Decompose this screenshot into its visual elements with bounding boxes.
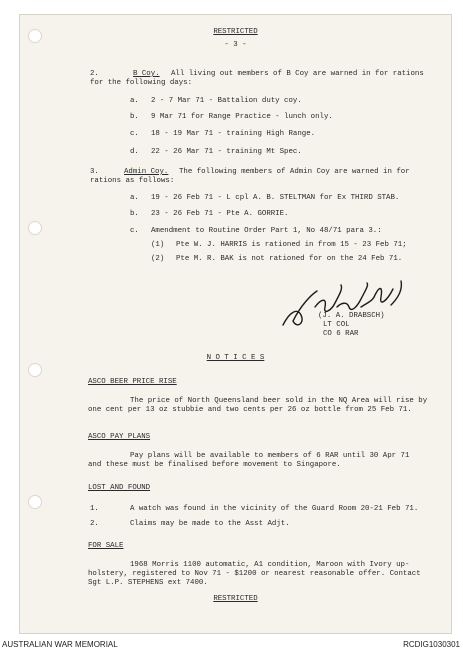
signatory-unit: CO 6 RAR bbox=[323, 330, 359, 338]
item-number: 1. bbox=[90, 505, 99, 513]
punch-hole bbox=[28, 363, 42, 377]
archive-institution: AUSTRALIAN WAR MEMORIAL bbox=[2, 640, 118, 649]
item-text: 18 - 19 Mar 71 - training High Range. bbox=[151, 130, 316, 138]
para-text: for the following days: bbox=[90, 79, 193, 87]
notice-text: Pay plans will be available to members of 6 RAR until 30 Apr 71 bbox=[130, 452, 410, 460]
item-letter: c. bbox=[130, 227, 139, 235]
notice-text: holstery, registered to Nov 71 - $1200 or nearest reasonable offer. Contact bbox=[88, 570, 421, 578]
para-number: 3. bbox=[90, 168, 99, 176]
para-heading: Admin Coy. bbox=[124, 168, 169, 176]
item-letter: a. bbox=[130, 97, 139, 105]
item-number: 2. bbox=[90, 520, 99, 528]
item-letter: c. bbox=[130, 130, 139, 138]
notice-heading: ASCO BEER PRICE RISE bbox=[88, 378, 177, 386]
para-number: 2. bbox=[90, 70, 99, 78]
sub-item-text: Pte W. J. HARRIS is rationed in from 15 - 23 Feb 71; bbox=[176, 241, 407, 249]
notice-text: Sgt L.P. STEPHENS ext 7400. bbox=[88, 579, 208, 587]
notice-text: The price of North Queensland beer sold in the NQ Area will rise by bbox=[130, 397, 428, 405]
item-letter: a. bbox=[130, 194, 139, 202]
item-text: A watch was found in the vicinity of the Guard Room 20-21 Feb 71. bbox=[130, 505, 419, 513]
para-heading: B Coy. bbox=[133, 70, 160, 78]
punch-hole bbox=[28, 495, 42, 509]
archive-reference: RCDIG1030301 bbox=[403, 640, 460, 649]
notice-heading: ASCO PAY PLANS bbox=[88, 433, 151, 441]
notice-heading: FOR SALE bbox=[88, 542, 124, 550]
item-text: Amendment to Routine Order Part 1, No 48/71 para 3.: bbox=[151, 227, 382, 235]
archive-footer bbox=[0, 637, 463, 654]
item-letter: d. bbox=[130, 148, 139, 156]
item-text: 22 - 26 Mar 71 - training Mt Spec. bbox=[151, 148, 302, 156]
document-page bbox=[19, 14, 452, 634]
item-text: 9 Mar 71 for Range Practice - lunch only. bbox=[151, 113, 333, 121]
notice-text: and these must be finalised before movement to Singapore. bbox=[88, 461, 341, 469]
item-text: 23 - 26 Feb 71 - Pte A. GORRIE. bbox=[151, 210, 289, 218]
item-text: 19 - 26 Feb 71 - L cpl A. B. STELTMAN for Ex THIRD STAB. bbox=[151, 194, 400, 202]
item-text: 2 - 7 Mar 71 - Battalion duty coy. bbox=[151, 97, 302, 105]
notice-text: 1968 Morris 1100 automatic, A1 condition, Maroon with Ivory up- bbox=[130, 561, 410, 569]
item-letter: b. bbox=[130, 113, 139, 121]
sub-item-number: (1) bbox=[151, 241, 165, 249]
sub-item-text: Pte M. R. BAK is not rationed for on the 24 Feb 71. bbox=[176, 255, 403, 263]
notices-title: N O T I C E S bbox=[206, 354, 265, 362]
signatory-rank: LT COL bbox=[323, 321, 350, 329]
header-classification: RESTRICTED bbox=[213, 28, 258, 36]
signatory-name: (J. A. DRABSCH) bbox=[318, 312, 385, 320]
punch-hole bbox=[28, 221, 42, 235]
footer-classification: RESTRICTED bbox=[213, 595, 258, 603]
page-number: - 3 - bbox=[224, 41, 247, 49]
para-text: rations as follows: bbox=[90, 177, 175, 185]
item-text: Claims may be made to the Asst Adjt. bbox=[130, 520, 290, 528]
para-text: The following members of Admin Coy are warned in for bbox=[179, 168, 410, 176]
sub-item-number: (2) bbox=[151, 255, 165, 263]
notice-heading: LOST AND FOUND bbox=[88, 484, 151, 492]
notice-text: one cent per 13 oz stubbie and two cents per 26 oz bottle from 25 Feb 71. bbox=[88, 406, 412, 414]
item-letter: b. bbox=[130, 210, 139, 218]
para-text: All living out members of B Coy are warned in for rations bbox=[171, 70, 424, 78]
